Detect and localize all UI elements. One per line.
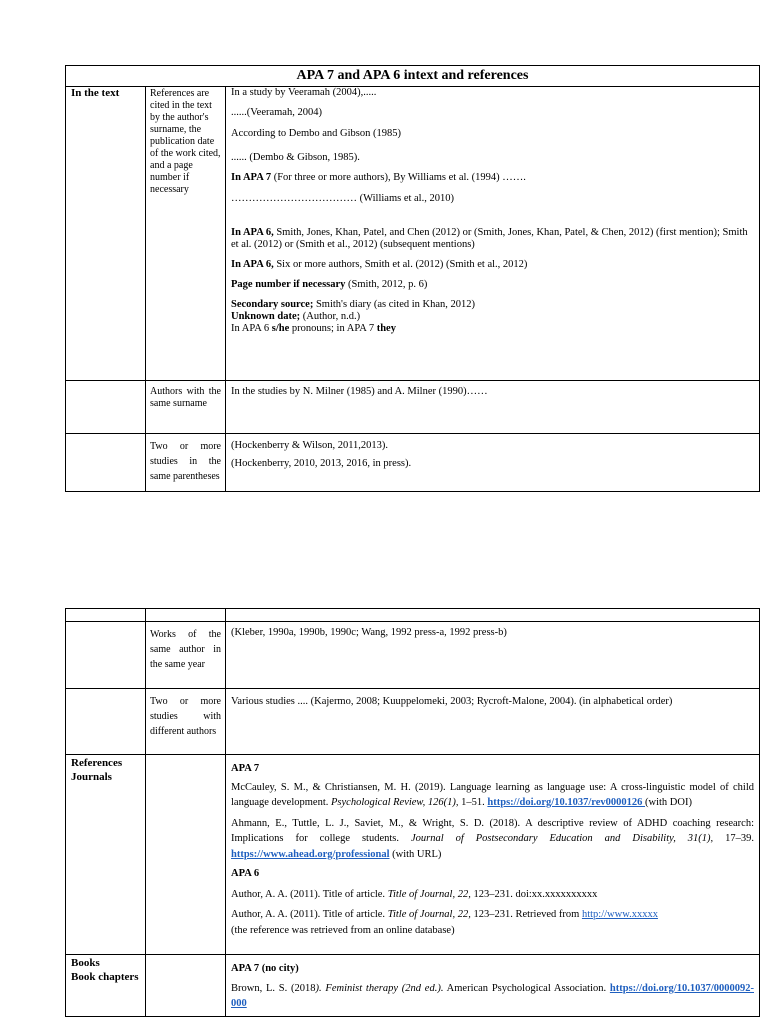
apa-table-references: [65, 608, 760, 1017]
examples-cell: [226, 87, 760, 381]
example-line: Unknown date; (Author, n.d.): [231, 311, 361, 322]
table-title-row: [66, 66, 760, 87]
empty-cell: [66, 434, 146, 492]
references-cell: [226, 755, 760, 955]
apa-table-intext: [65, 65, 760, 492]
example-line: ……………………………… (Williams et al., 2010): [231, 193, 454, 204]
table-row: [66, 434, 760, 492]
doi-link[interactable]: https://doi.org/10.1037/0000092- 000: [231, 982, 754, 1009]
description-cell: Authors with the same surname: [146, 381, 226, 434]
examples-cell: (Kleber, 1990a, 1990b, 1990c; Wang, 1992 press-a, 1992 press-b): [226, 622, 760, 689]
example-line: (Hockenberry, 2010, 2013, 2016, in press).: [231, 458, 412, 469]
example-line: ...... (Dembo & Gibson, 1985).: [231, 152, 360, 163]
header-journals: Journals: [71, 771, 112, 783]
description-cell: Works of the same author in the same year: [146, 622, 226, 689]
empty-cell: [146, 609, 226, 622]
example-line: In APA 6, Smith, Jones, Khan, Patel, and Chen (2012) or (Smith, Jones, Khan, Patel, & Chen, 2012) (first mention); Smith et al. (2012) or (Smith et al., 2012) (subsequent mentions): [231, 227, 748, 250]
table-row: [66, 381, 760, 434]
empty-cell: [66, 609, 146, 622]
table-row: [66, 689, 760, 755]
empty-cell: [66, 381, 146, 434]
table-row: [66, 609, 760, 622]
table-row: [66, 87, 760, 381]
example-line: In a study by Veeramah (2004),.....: [231, 87, 377, 98]
section-heading: APA 7: [231, 763, 260, 774]
empty-cell: [146, 955, 226, 1017]
empty-cell: [226, 609, 760, 622]
section-heading: APA 7 (no city): [231, 963, 299, 974]
reference-entry: Brown, L. S. (2018). Feminist therapy (2nd ed.). American Psychological Association. https://doi.org/10.1037/0000092- 000: [231, 982, 754, 1009]
table-row: [66, 955, 760, 1017]
examples-cell: Various studies .... (Kajermo, 2008; Kuuppelomeki, 2003; Rycroft-Malone, 2004). (in alphabetical order): [226, 689, 760, 755]
table-row: [66, 622, 760, 689]
row-header-in-text: In the text: [66, 87, 146, 381]
examples-cell: In the studies by N. Milner (1985) and A. Milner (1990)……: [226, 381, 760, 434]
row-header-references: [66, 755, 146, 955]
reference-entry: Ahmann, E., Tuttle, L. J., Saviet, M., & Wright, S. D. (2018). A descriptive review of ADHD coaching research: Implications for college students. Journal of Postsecondary Education and Disability, 31(1), 17–39. https://www.ahead.org/professional (with URL): [231, 817, 755, 860]
page-title: APA 7 and APA 6 intext and references: [66, 66, 760, 87]
empty-cell: [66, 622, 146, 689]
empty-cell: [146, 755, 226, 955]
header-books: Books: [71, 957, 100, 969]
reference-entry: Author, A. A. (2011). Title of article. Title of Journal, 22, 123–231. doi:xx.xxxxxxxxxx: [231, 888, 598, 900]
example-line: In APA 7 (For three or more authors), By Williams et al. (1994) …….: [231, 172, 526, 183]
example-line: Page number if necessary (Smith, 2012, p. 6): [231, 279, 428, 290]
url-link[interactable]: http://www.xxxxx: [581, 909, 658, 920]
table-row: [66, 755, 760, 955]
row-header-books: [66, 955, 146, 1017]
example-line: Secondary source; Smith's diary (as cited in Khan, 2012): [231, 299, 476, 310]
doi-link[interactable]: https://doi.org/10.1037/rev0000126: [487, 797, 646, 808]
example-line: ......(Veeramah, 2004): [231, 107, 322, 118]
example-line: (Hockenberry & Wilson, 2011,2013).: [231, 440, 389, 451]
reference-entry: Author, A. A. (2011). Title of article. Title of Journal, 22, 123–231. Retrieved from http://www.xxxxx (the reference was retrieved from an online database): [231, 909, 658, 936]
examples-cell: [226, 434, 760, 492]
example-line: According to Dembo and Gibson (1985): [231, 128, 402, 139]
reference-entry: McCauley, S. M., & Christiansen, M. H. (2019). Language learning as language use: A cross-linguistic model of child language development. Psychological Review, 126(1), 1–51. https://doi.org/10.1037/rev0000126 (with DOI): [231, 781, 754, 808]
description-cell: References are cited in the text by the author's surname, the publication date of the work cited, and a page number if necessary: [146, 87, 226, 381]
header-book-chapters: Book chapters: [71, 971, 139, 983]
description-cell: Two or more studies with different authors: [146, 689, 226, 755]
section-heading: APA 6: [231, 868, 260, 879]
references-cell: [226, 955, 760, 1017]
example-line: In APA 6 s/he pronouns; in APA 7 they: [231, 323, 396, 334]
header-references: References: [71, 757, 123, 769]
description-cell: Two or more studies in the same parentheses: [146, 434, 226, 492]
url-link[interactable]: https://www.ahead.org/professional: [231, 848, 390, 860]
example-line: In APA 6, Six or more authors, Smith et al. (2012) (Smith et al., 2012): [231, 259, 528, 270]
empty-cell: [66, 689, 146, 755]
